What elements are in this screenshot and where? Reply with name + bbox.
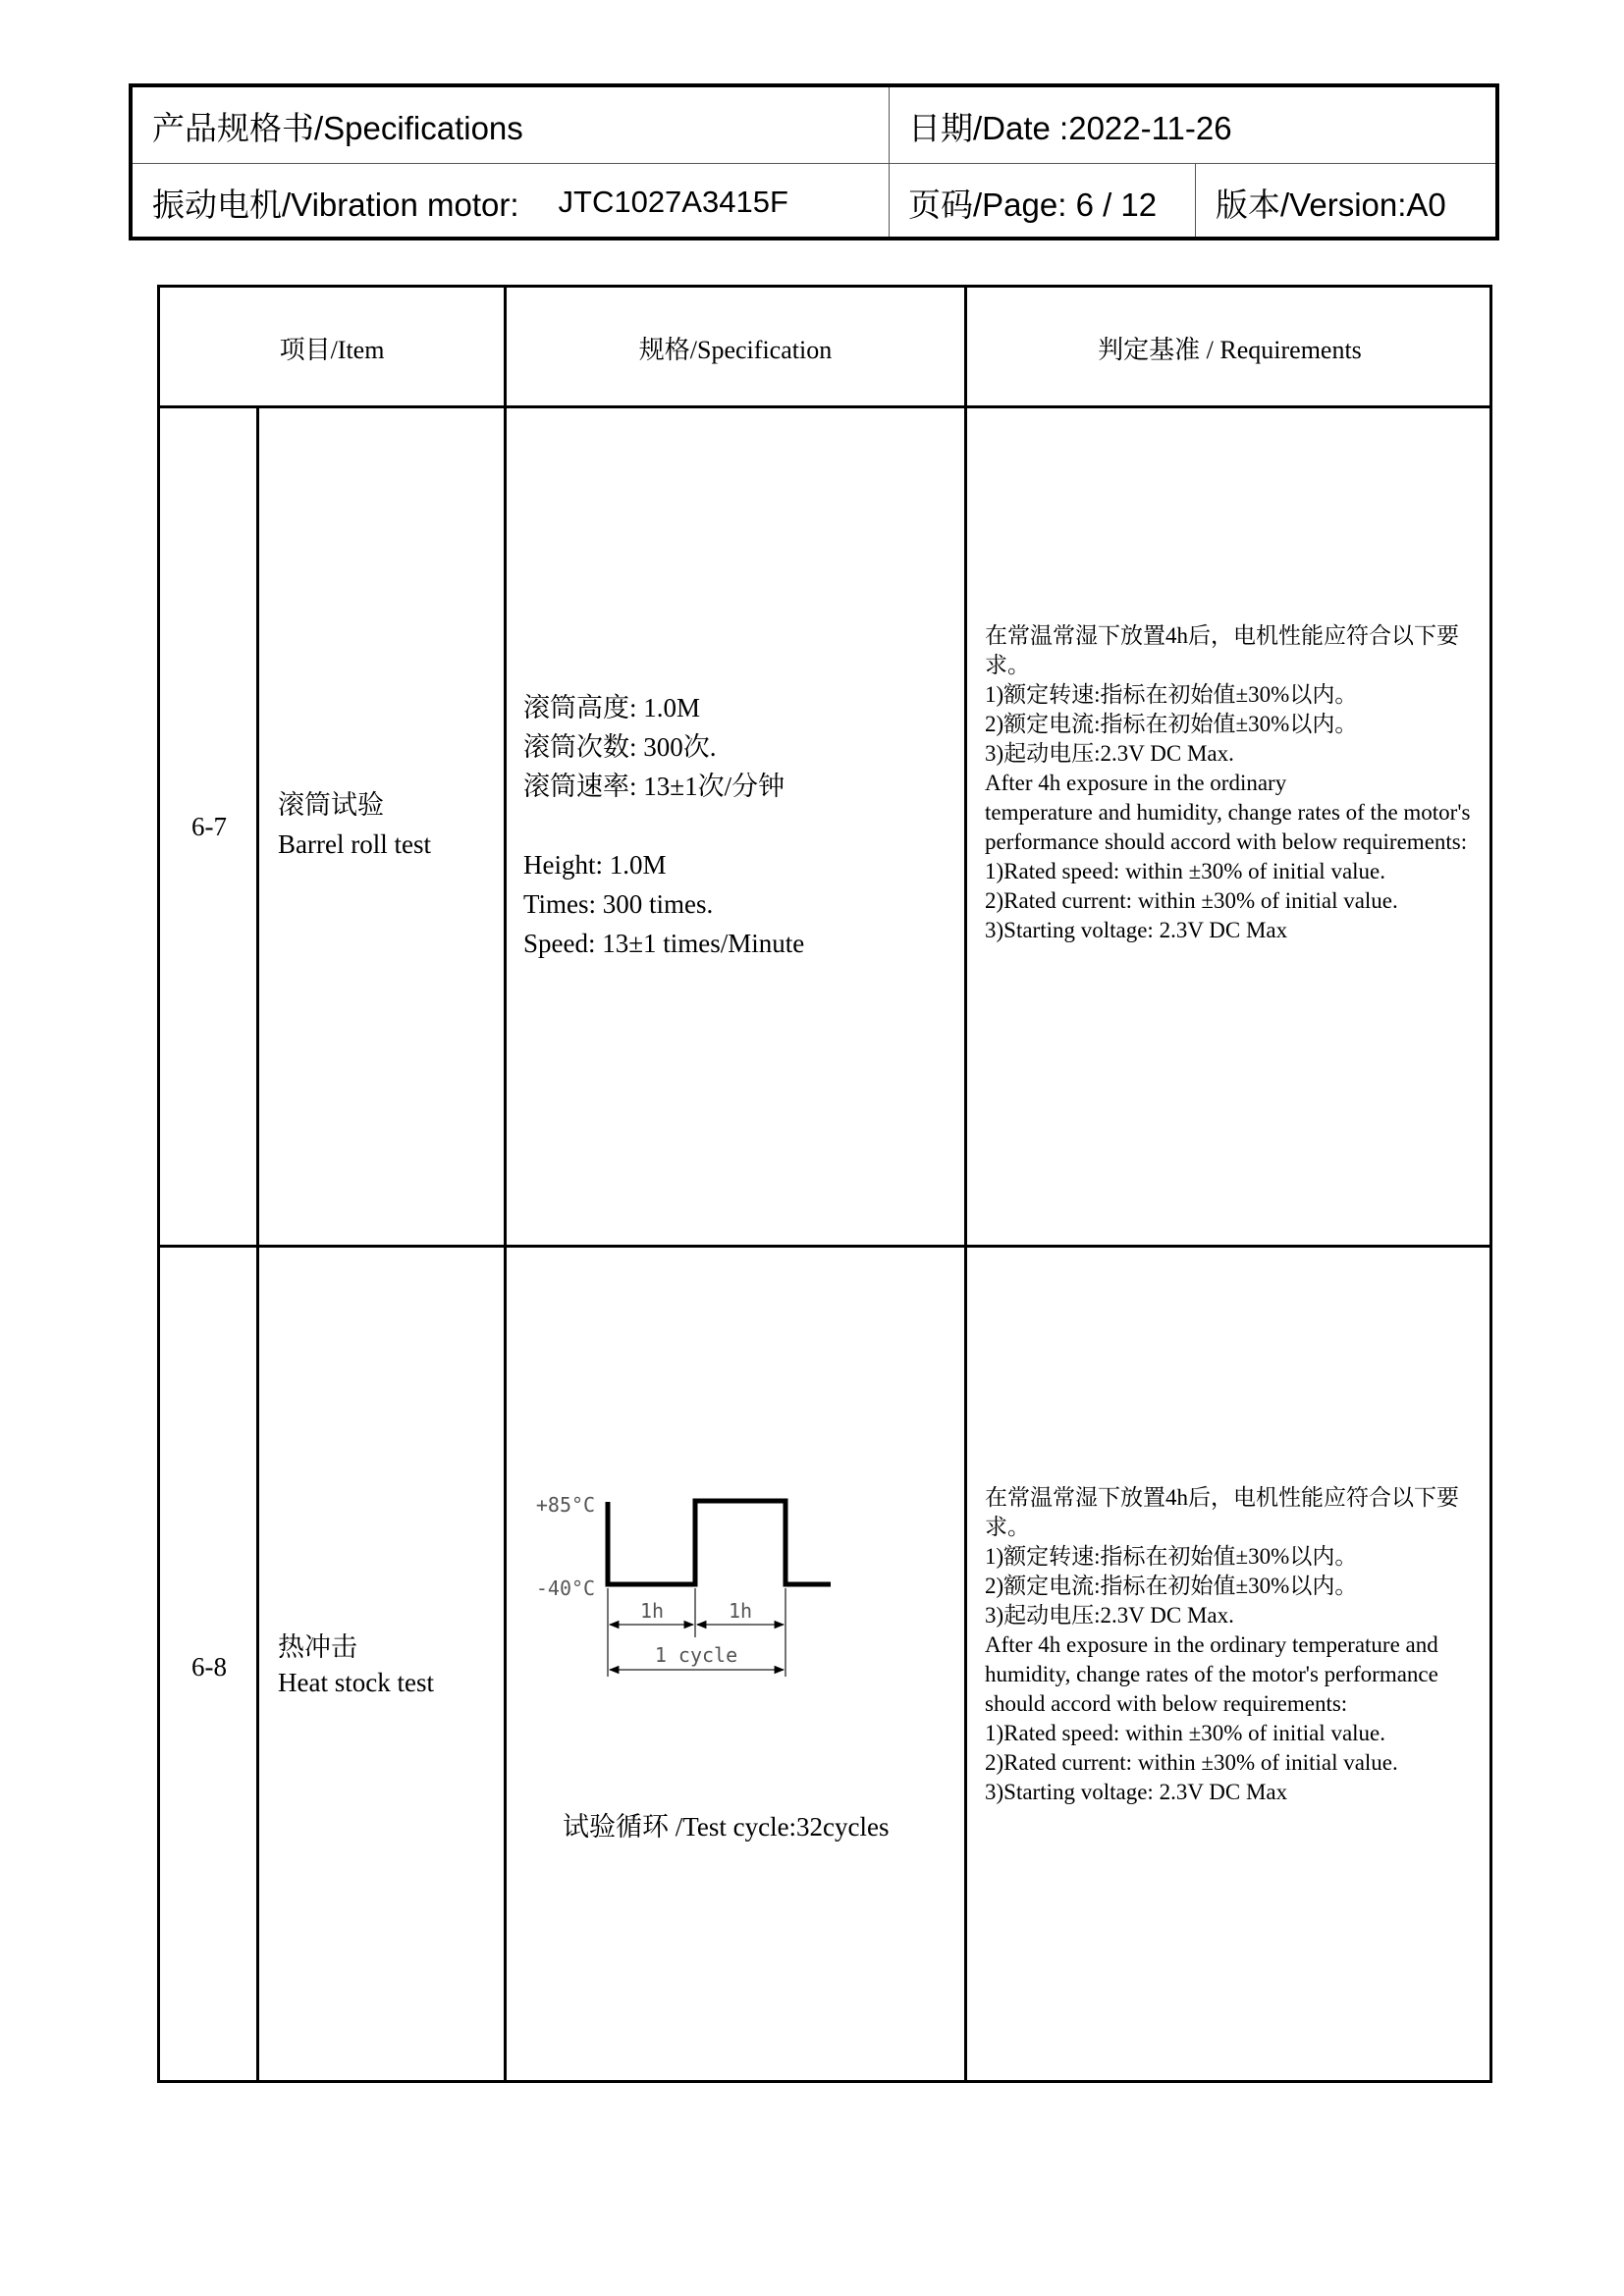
temperature-waveform [608, 1501, 831, 1584]
test-cycle-caption: 试验循环 /Test cycle:32cycles [563, 1812, 890, 1842]
product-line [152, 164, 788, 240]
segment-2-label: 1h [728, 1599, 753, 1623]
spec-text [523, 688, 804, 963]
requirements-text [985, 621, 1471, 945]
row-number: 6-7 [191, 811, 227, 841]
spec-table [157, 285, 1492, 2083]
requirements-text [985, 1483, 1471, 1807]
spec-line: Speed: 13±1 times/Minute [523, 929, 805, 958]
high-temp-label: +85°C [535, 1493, 596, 1517]
req-line: 1)额定转速:指标在初始值±30%以内。 [985, 1544, 1358, 1569]
spec-line: 滚筒次数: 300次. [523, 732, 717, 762]
req-line: temperature and humidity, change rates of the motor's performance should accord with below requirements: [985, 800, 1471, 854]
req-line: 2)Rated current: within ±30% of initial value. [985, 1750, 1398, 1775]
doc-title: 产品规格书/Specifications [152, 109, 523, 146]
req-line: 1)Rated speed: within ±30% of initial value. [985, 859, 1386, 883]
req-line: 3)起动电压:2.3V DC Max. [985, 741, 1234, 766]
column-header-spec: 规格/Specification [638, 335, 833, 364]
req-line: 在常温常湿下放置4h后，电机性能应符合以下要求。 [985, 1485, 1459, 1539]
low-temp-label: -40°C [535, 1576, 596, 1600]
req-line: After 4h exposure in the ordinary temperature and humidity, change rates of the motor's performance should accord with below requirements: [985, 1632, 1438, 1716]
req-line: 1)额定转速:指标在初始值±30%以内。 [985, 682, 1358, 707]
item-name-en: Barrel roll test [278, 829, 431, 859]
item-name [278, 1629, 434, 1700]
header-divider-vertical [1195, 163, 1196, 237]
spec-line: 滚筒速率: 13±1次/分钟 [523, 772, 785, 801]
req-line: After 4h exposure in the ordinary [985, 771, 1287, 795]
req-line: 3)起动电压:2.3V DC Max. [985, 1603, 1234, 1628]
header-divider-vertical [889, 87, 890, 237]
req-line: 2)额定电流:指标在初始值±30%以内。 [985, 712, 1358, 736]
req-line: 3)Starting voltage: 2.3V DC Max [985, 918, 1288, 942]
req-line: 2)Rated current: within ±30% of initial value. [985, 888, 1398, 913]
table-rule [964, 288, 967, 2080]
model-number: JTC1027A3415F [558, 185, 788, 219]
column-header-item: 项目/Item [279, 335, 385, 364]
item-name [278, 785, 431, 864]
row-number: 6-8 [191, 1651, 227, 1682]
table-rule [160, 1245, 1489, 1248]
item-name-cn: 滚筒试验 [278, 790, 384, 820]
page-number: 页码/Page: 6 / 12 [908, 186, 1158, 223]
product-label: 振动电机/Vibration motor: [152, 186, 519, 223]
req-line: 3)Starting voltage: 2.3V DC Max [985, 1780, 1288, 1804]
req-line: 2)额定电流:指标在初始值±30%以内。 [985, 1574, 1358, 1598]
item-name-en: Heat stock test [278, 1668, 434, 1697]
item-name-cn: 热冲击 [278, 1632, 357, 1662]
cycle-label: 1 cycle [654, 1643, 738, 1667]
req-line: 在常温常湿下放置4h后，电机性能应符合以下要求。 [985, 623, 1459, 677]
column-header-requirements: 判定基准 / Requirements [1098, 335, 1362, 364]
document-header [129, 83, 1499, 240]
spec-line: Height: 1.0M [523, 850, 667, 880]
doc-version: 版本/Version:A0 [1216, 186, 1446, 223]
spec-line: Times: 300 times. [523, 889, 714, 919]
table-rule [504, 288, 507, 2080]
req-line: 1)Rated speed: within ±30% of initial value. [985, 1721, 1386, 1745]
doc-date: 日期/Date :2022-11-26 [908, 109, 1232, 146]
segment-1-label: 1h [639, 1599, 665, 1623]
spec-line: 滚筒高度: 1.0M [523, 693, 701, 722]
